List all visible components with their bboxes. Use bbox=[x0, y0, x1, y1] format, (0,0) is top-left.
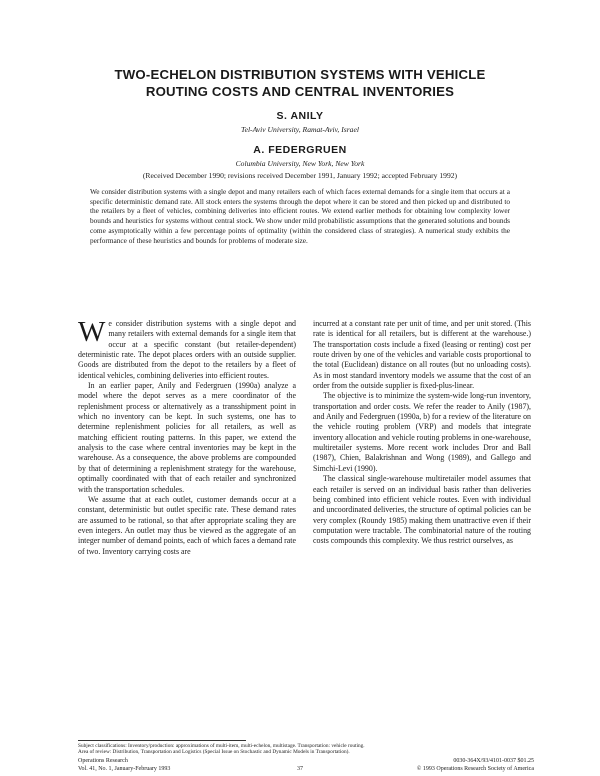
footnote-divider bbox=[78, 740, 246, 741]
author-2: A. FEDERGRUEN bbox=[253, 144, 347, 156]
affiliation-2: Columbia University, New York, New York bbox=[235, 159, 365, 168]
paragraph: We assume that at each outlet, customer demands occur at a constant, deterministic but outlet specific rate. These demand rates are assumed to be rational, so that after appropriate scaling they are even integers. An outlet may thus be viewed as the aggregate of an integer number of demand points, each of which faces a demand rate of two. Inventory carrying costs are bbox=[78, 494, 296, 556]
page-number: 37 bbox=[297, 765, 303, 772]
paragraph: incurred at a constant rate per unit of time, and per unit stored. (This rate is identical for all retailers, but is different at the warehouse.) The transportation costs include a fixed (leasing or renting) cost per route driven by one of the vehicles and variable costs proportional to the total (Euclidean) distance on all routes (but no unloading costs). As in most standard inventory models we assume that the cost of an order from the outside supplier is fixed-plus-linear. bbox=[313, 319, 531, 391]
copyright: © 1993 Operations Research Society of America bbox=[416, 765, 534, 772]
paragraph-text: e consider distribution systems with a single depot and many retailers with external demands for a single item that occur at a specific constant (but retailer-dependent) deterministic rate. The depot places orders with an outside supplier. Goods are distributed from the depot to the retailers by a fleet of identical vehicles, combining deliveries into efficient routes. bbox=[78, 319, 296, 380]
affiliation-1: Tel-Aviv University, Ramat-Aviv, Israel bbox=[241, 125, 359, 134]
paragraph bbox=[78, 316, 296, 381]
left-column bbox=[78, 316, 296, 557]
abstract: We consider distribution systems with a single depot and many retailers each of which faces external demands for a single item that occurs at a specific deterministic demand rate. All stock enters the systems through the depot where it can be stored and then picked up and distributed to the retailers by a fleet of vehicles, combining deliveries into efficient routes. We extend earlier methods for obtaining low complexity lower bounds and heuristics for systems without central stock. We show under mild probabilistic assumptions that the generated solutions and bounds come asymptotically within a few percentage points of optimality (within the considered class of strategies). A numerical study exhibits the performance of these heuristics and bounds for problems of moderate size. bbox=[90, 187, 510, 245]
area-of-review: Area of review: Distribution, Transportation and Logistics (Special Issue on Stochastic and Dynamic Models in Transportation). bbox=[78, 749, 350, 756]
issn: 0030-364X/93/4101-0037 $01.25 bbox=[453, 758, 534, 764]
paragraph: In an earlier paper, Anily and Federgruen (1990a) analyze a model where the depot serves as a mere coordinator of the replenishment process or alternatively as a transshipment point in which no inventory can be kept. In such systems, one has to determine replenishment policies for all retailers, as well as matching efficient routing patterns. In this paper, we extend the analysis to the case where central inventories may be kept in the warehouse. As a consequence, the above problems are compounded by that of determining a replenishment strategy for the warehouse, optimally coordinated with that of each retailer and synchronized with the transportation schedules. bbox=[78, 381, 296, 494]
drop-cap: W bbox=[78, 316, 106, 348]
received-dates: (Received December 1990; revisions received December 1991, January 1992; accepted February 1992) bbox=[142, 171, 458, 180]
author-1: S. ANILY bbox=[276, 110, 324, 122]
title-line-1: TWO-ECHELON DISTRIBUTION SYSTEMS WITH VEHICLE bbox=[114, 67, 486, 82]
journal-name: Operations Research bbox=[78, 758, 128, 764]
title-line-2: ROUTING COSTS AND CENTRAL INVENTORIES bbox=[145, 84, 455, 99]
footnote bbox=[78, 743, 534, 756]
right-column bbox=[313, 319, 531, 547]
paragraph: The objective is to minimize the system-wide long-run inventory, transportation and order costs. We refer the reader to Anily (1987), and Anily and Federgruen (1990a, b) for a review of the literature on the vehicle routing problem (VRP) and models that integrate inventory allocation and vehicle routing problems in one-warehouse, multiretailer systems. More recent work includes Dror and Ball (1987), Chien, Balakrishnan and Wong (1989), and Gallego and Simchi-Levi (1990). bbox=[313, 391, 531, 473]
journal-volume: Vol. 41, No. 1, January-February 1993 bbox=[78, 765, 171, 772]
subject-classifications: Subject classifications: Inventory/production: approximations of multi-item, multi-echelon, multistage. Transportation: vehicle routing. bbox=[78, 743, 365, 749]
paragraph: The classical single-warehouse multiretailer model assumes that each retailer is served on an individual basis rather than deliveries being combined into efficient vehicle routes. Even with individual and uncoordinated deliveries, the structure of optimal policies can be very complex (Roundy 1985) making them unattractive even if their computation were tractable. The combinatorial nature of the routing costs compounds this complexity. We thus restrict ourselves, as bbox=[313, 474, 531, 546]
paper-title bbox=[60, 66, 540, 100]
